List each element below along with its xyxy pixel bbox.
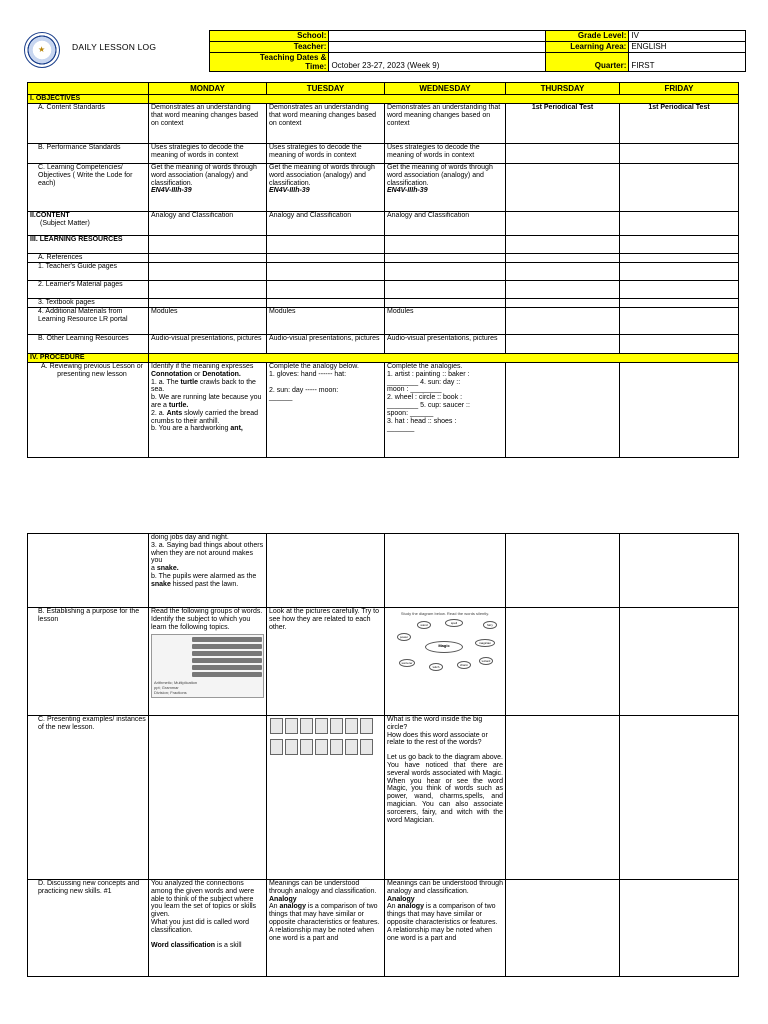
other-resources-label: B. Other Learning Resources (28, 335, 149, 354)
empty-cell (506, 263, 620, 281)
worksheet-rows: Arithmetic; Multiplication ppt; Grammar Division; Fractions (154, 680, 198, 696)
diagram-bubble: witch (429, 663, 443, 671)
teaching-dates-value: October 23-27, 2023 (Week 9) (329, 53, 546, 72)
header-info-table (209, 30, 746, 72)
empty-cell (506, 236, 620, 254)
content-tue: Analogy and Classification (267, 212, 385, 236)
av-tue: Audio-visual presentations, pictures (267, 335, 385, 354)
periodical-test-thu: 1st Periodical Test (506, 104, 620, 144)
empty-cell (620, 164, 739, 212)
perf-std-tue: Uses strategies to decode the meaning of words in context (267, 144, 385, 164)
grade-level-value: IV (629, 31, 746, 42)
diagram-bubble: wand (417, 621, 431, 629)
lesson-log-header (22, 30, 746, 74)
discussing-tue: Meanings can be understood through analogy and classification. Analogy An analogy is a comparison of two things that may have similar or opposite characteristics or features. A relationship may be noted when one word is a part and (267, 880, 385, 977)
performance-standards-label: B. Performance Standards (28, 144, 149, 164)
classification-worksheet-image (151, 634, 264, 698)
empty-cell (506, 299, 620, 308)
empty-cell (620, 534, 739, 608)
additional-materials-label: 4. Additional Materials from Learning Resource LR portal (28, 308, 149, 335)
day-header-thursday: THURSDAY (506, 83, 620, 95)
review-mon: Identify if the meaning expresses Connotation or Denotation. 1. a. The turtle crawls back to the sea. b. We are running late because you are a turtle. 2. a. Ants slowly carried the bread crumbs to their anthill. b. You are a hardworking ant, (149, 363, 267, 458)
empty-cell (149, 254, 267, 263)
content-label: II.CONTENT (Subject Matter) (28, 212, 149, 236)
diagram-bubble: charm (457, 661, 471, 669)
diagram-bubble: spell (445, 619, 463, 627)
empty-cell (620, 335, 739, 354)
empty-cell (620, 608, 739, 716)
discussing-label: D. Discussing new concepts and practicing new skills. #1 (28, 880, 149, 977)
quarter-value: FIRST (629, 53, 746, 72)
quarter-label: Quarter: (546, 53, 629, 72)
empty-cell (385, 299, 506, 308)
procedure-heading: IV. PROCEDURE (28, 354, 149, 363)
content-std-mon: Demonstrates an understanding that word meaning changes based on context (149, 104, 267, 144)
purpose-tue: Look at the pictures carefully. Try to see how they are related to each other. (267, 608, 385, 716)
empty-cell (267, 281, 385, 299)
analogy-pictures-image (269, 716, 382, 759)
diagram-bubble: magician (475, 639, 495, 647)
empty-cell (506, 716, 620, 880)
empty-cell (149, 236, 267, 254)
empty-cell (620, 212, 739, 236)
empty-cell (267, 299, 385, 308)
empty-cell (506, 144, 620, 164)
empty-cell (385, 263, 506, 281)
purpose-mon: Read the following groups of words. Identify the subject to which you learn the following topics. Arithmetic; Multiplication ppt; Grammar Division; Fractions (149, 608, 267, 716)
day-header-tuesday: TUESDAY (267, 83, 385, 95)
empty-cell (620, 716, 739, 880)
empty-cell (149, 263, 267, 281)
content-std-tue: Demonstrates an understanding that word meaning changes based on context (267, 104, 385, 144)
lesson-table-page-2 (27, 533, 739, 977)
modules-wed: Modules (385, 308, 506, 335)
teacher-label: Teacher: (210, 42, 329, 53)
school-value (329, 31, 546, 42)
empty-cell (620, 299, 739, 308)
teaching-dates-label: Teaching Dates & Time: (210, 53, 329, 72)
modules-mon: Modules (149, 308, 267, 335)
empty-cell (620, 263, 739, 281)
school-label: School: (210, 31, 329, 42)
diagram-bubble: wizard (479, 657, 493, 665)
empty-cell (506, 164, 620, 212)
purpose-label: B. Establishing a purpose for the lesson (28, 608, 149, 716)
document-title: DAILY LESSON LOG (72, 42, 157, 52)
competency-mon: Get the meaning of words through word association (analogy) and classification. EN4V-IIIh-39 (149, 164, 267, 212)
competency-wed: Get the meaning of words through word association (analogy) and classification. EN4V-IIIh-39 (385, 164, 506, 212)
objectives-band (149, 95, 739, 104)
empty-cell (506, 335, 620, 354)
day-header-monday: MONDAY (149, 83, 267, 95)
empty-cell (506, 363, 620, 458)
competency-tue: Get the meaning of words through word association (analogy) and classification. EN4V-IIIh-39 (267, 164, 385, 212)
objectives-heading: I. OBJECTIVES (28, 95, 149, 104)
empty-cell (385, 534, 506, 608)
empty-cell (620, 236, 739, 254)
content-mon: Analogy and Classification (149, 212, 267, 236)
perf-std-mon: Uses strategies to decode the meaning of words in context (149, 144, 267, 164)
learners-material-label: 2. Learner's Material pages (28, 281, 149, 299)
grade-level-label: Grade Level: (546, 31, 629, 42)
examples-tue (267, 716, 385, 880)
empty-cell (620, 144, 739, 164)
empty-cell (149, 281, 267, 299)
empty-cell (506, 212, 620, 236)
textbook-label: 3. Textbook pages (28, 299, 149, 308)
diagram-center-bubble: Magic (425, 641, 463, 653)
content-std-wed: Demonstrates an understanding that word meaning changes based on context (385, 104, 506, 144)
empty-cell (506, 534, 620, 608)
empty-cell (267, 263, 385, 281)
av-mon: Audio-visual presentations, pictures (149, 335, 267, 354)
perf-std-wed: Uses strategies to decode the meaning of words in context (385, 144, 506, 164)
review-tue: Complete the analogy below. 1. gloves: hand ------ hat: 2. sun: day ----- moon: ______ (267, 363, 385, 458)
content-standards-label: A. Content Standards (28, 104, 149, 144)
review-mon-continued: doing jobs day and night. 3. a. Saying bad things about others when they are not around makes you a snake. b. The pupils were alarmed as the snake hissed past the lawn. (149, 534, 267, 608)
empty-cell (267, 254, 385, 263)
examples-wed: What is the word inside the big circle? How does this word associate or relate to the rest of the words? Let us go back to the diagram above. You have noticed that there are several words associated with Magic. When you hear or see the word Magic, you think of words such as power, wand, charms,spells, and magician. You can also associate sorcerers, fairy, and witch with the word Magician. (385, 716, 506, 880)
deped-seal-icon: ★ (24, 32, 60, 68)
empty-cell (385, 236, 506, 254)
purpose-wed (385, 608, 506, 716)
empty-cell (506, 281, 620, 299)
diagram-bubble: fairy (483, 621, 497, 629)
empty-cell (385, 281, 506, 299)
empty-cell (620, 880, 739, 977)
empty-cell (267, 236, 385, 254)
lesson-table-page-1 (27, 82, 739, 458)
discussing-wed: Meanings can be understood through analogy and classification. Analogy An analogy is a comparison of two things that may have similar or opposite characteristics or features. A relationship may be noted when one word is a part and (385, 880, 506, 977)
empty-cell (28, 534, 149, 608)
teacher-value (329, 42, 546, 53)
empty-cell (385, 254, 506, 263)
magic-word-web-diagram: Study the diagram below. Read the words silently. Magic wand spell fairy power magician sorcerer witch charm wizard (387, 611, 503, 681)
examples-label: C. Presenting examples/ instances of the new lesson. (28, 716, 149, 880)
discussing-mon: You analyzed the connections among the given words and were able to think of the subject where you learn the set of topics or skills given. What you just did is called word classification. Word classification is a skill (149, 880, 267, 977)
day-header-wednesday: WEDNESDAY (385, 83, 506, 95)
procedure-band (149, 354, 739, 363)
empty-cell (149, 299, 267, 308)
diagram-bubble: sorcerer (399, 659, 415, 667)
references-label: A. References (28, 254, 149, 263)
empty-cell (620, 363, 739, 458)
empty-cell (506, 880, 620, 977)
empty-cell (620, 254, 739, 263)
diagram-bubble: power (397, 633, 411, 641)
review-wed: Complete the analogies. 1. artist : painting :: baker : ________ 4. sun: day :: moon : ________ 2. wheel : circle :: book : ________ 5. cup: saucer :: spoon: ______ 3. hat : head :: shoes : _______ (385, 363, 506, 458)
corner-cell (28, 83, 149, 95)
day-header-friday: FRIDAY (620, 83, 739, 95)
teachers-guide-label: 1. Teacher's Guide pages (28, 263, 149, 281)
empty-cell (267, 534, 385, 608)
empty-cell (506, 254, 620, 263)
content-wed: Analogy and Classification (385, 212, 506, 236)
empty-cell (620, 308, 739, 335)
modules-tue: Modules (267, 308, 385, 335)
empty-cell (620, 281, 739, 299)
periodical-test-fri: 1st Periodical Test (620, 104, 739, 144)
review-label: A. Reviewing previous Lesson or presenting new lesson (28, 363, 149, 458)
empty-cell (506, 608, 620, 716)
learning-resources-label: III. LEARNING RESOURCES (28, 236, 149, 254)
av-wed: Audio-visual presentations, pictures (385, 335, 506, 354)
empty-cell (149, 716, 267, 880)
empty-cell (506, 308, 620, 335)
learning-area-value: ENGLISH (629, 42, 746, 53)
competencies-label: C. Learning Competencies/ Objectives ( Write the Lode for each) (28, 164, 149, 212)
learning-area-label: Learning Area: (546, 42, 629, 53)
